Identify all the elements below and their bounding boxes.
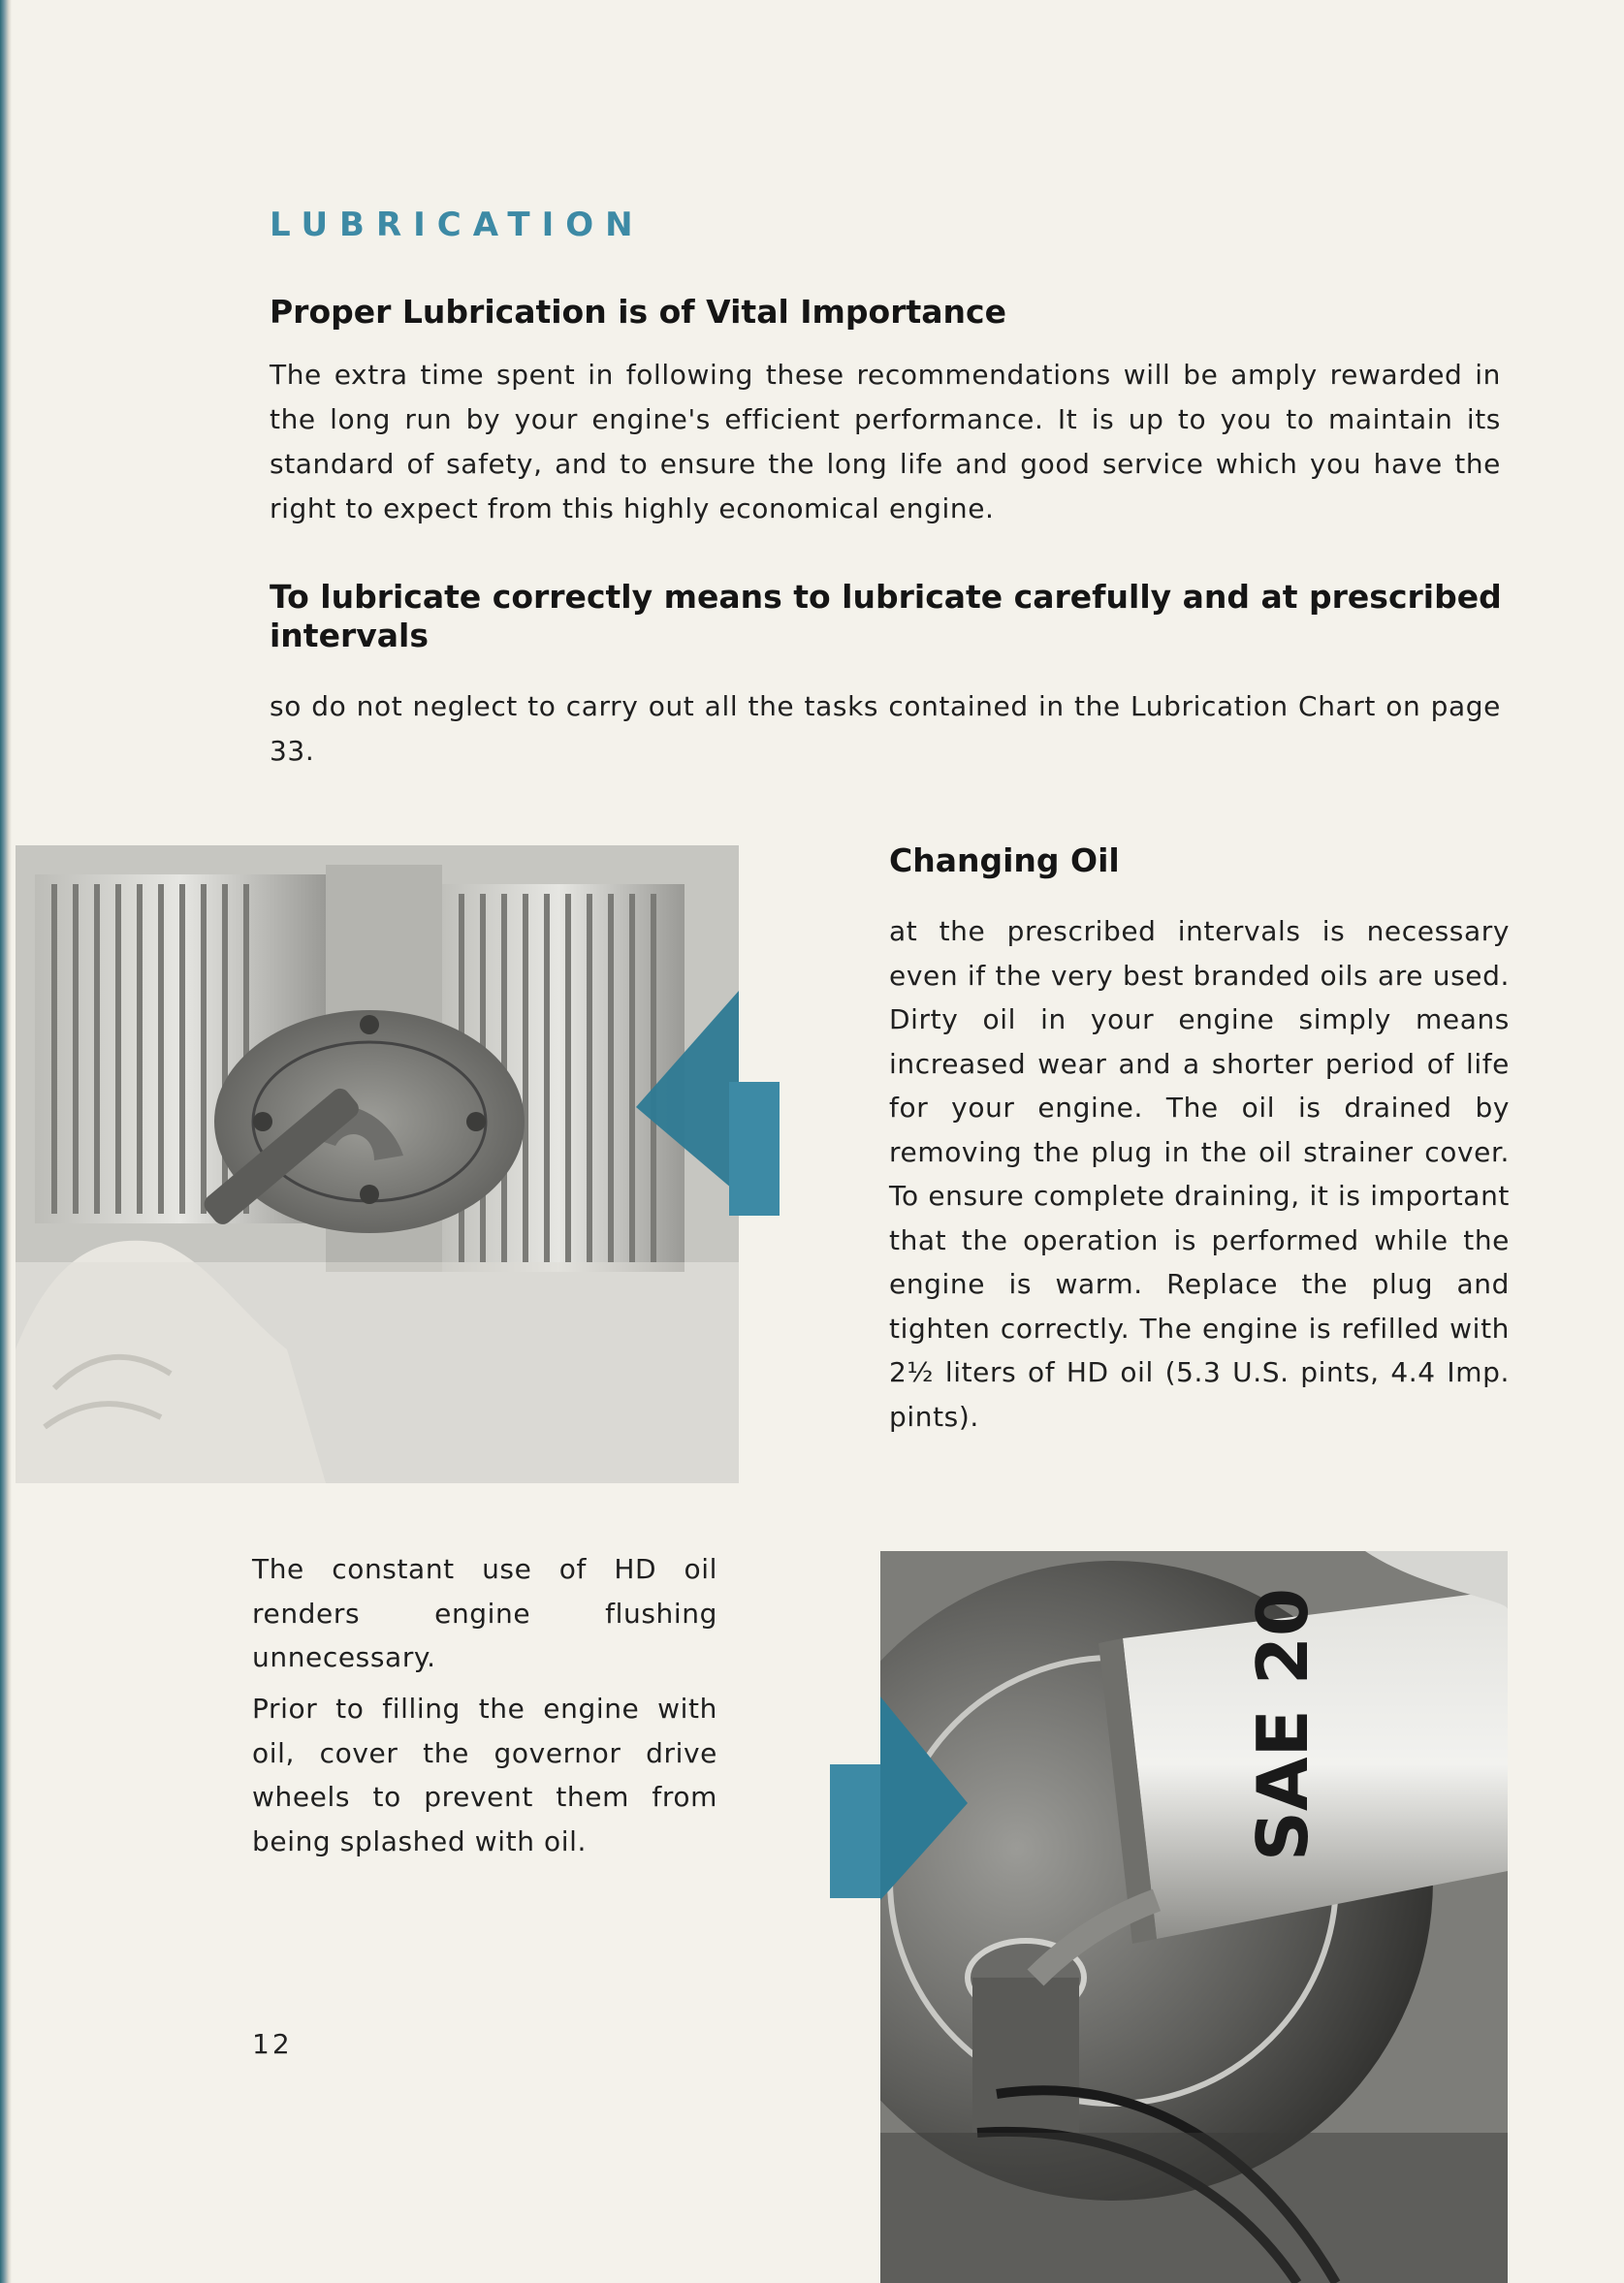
heading-changing-oil: Changing Oil <box>889 841 1120 879</box>
oil-drain-plug-photo <box>16 845 739 1483</box>
hd-oil-note: The constant use of HD oil renders engine flushing unnecessary. <box>252 1553 717 1673</box>
heading-vital-importance: Proper Lubrication is of Vital Importance <box>270 293 1006 331</box>
intro-paragraph: The extra time spent in following these recommendations will be amply rewarded in the long run by your engine's efficient performance. It is up to you to maintain its standard of safety, and to ensure the long life and good service which you have the right to expect from this highly economical engine. <box>270 359 1501 524</box>
blue-tab-marker-2 <box>830 1764 888 1898</box>
lubrication-chart-paragraph: so do not neglect to carry out all the tasks contained in the Lubrication Chart on page 33. <box>270 690 1501 767</box>
heading-lubricate-correctly: To lubricate correctly means to lubricate carefully and at prescribed intervals <box>270 578 1502 654</box>
oil-filling-photo <box>880 1551 1508 2283</box>
section-label: LUBRICATION <box>270 206 645 244</box>
oil-filler-neck <box>968 1941 1084 2133</box>
can-label: SAE 20 <box>1242 1587 1323 1861</box>
governor-note: Prior to filling the engine with oil, cover the governor drive wheels to prevent them from being splashed with oil. <box>252 1693 717 1857</box>
changing-oil-paragraph: at the prescribed intervals is necessary even if the very best branded oils are used. Dirty oil in your engine simply means increased wear and a shorter period of life for your engine. The oil is drained by removing the plug in the oil strainer cover. To ensure complete draining, it is important that the operation is performed while the engine is warm. Replace the plug and tighten correctly. The engine is refilled with 2½ liters of HD oil (5.3 U.S. pints, 4.4 Imp. pints). <box>889 915 1510 1433</box>
page-spine-edge <box>0 0 12 2283</box>
blue-tab-marker <box>729 1082 780 1216</box>
page-number: 12 <box>252 2028 293 2060</box>
